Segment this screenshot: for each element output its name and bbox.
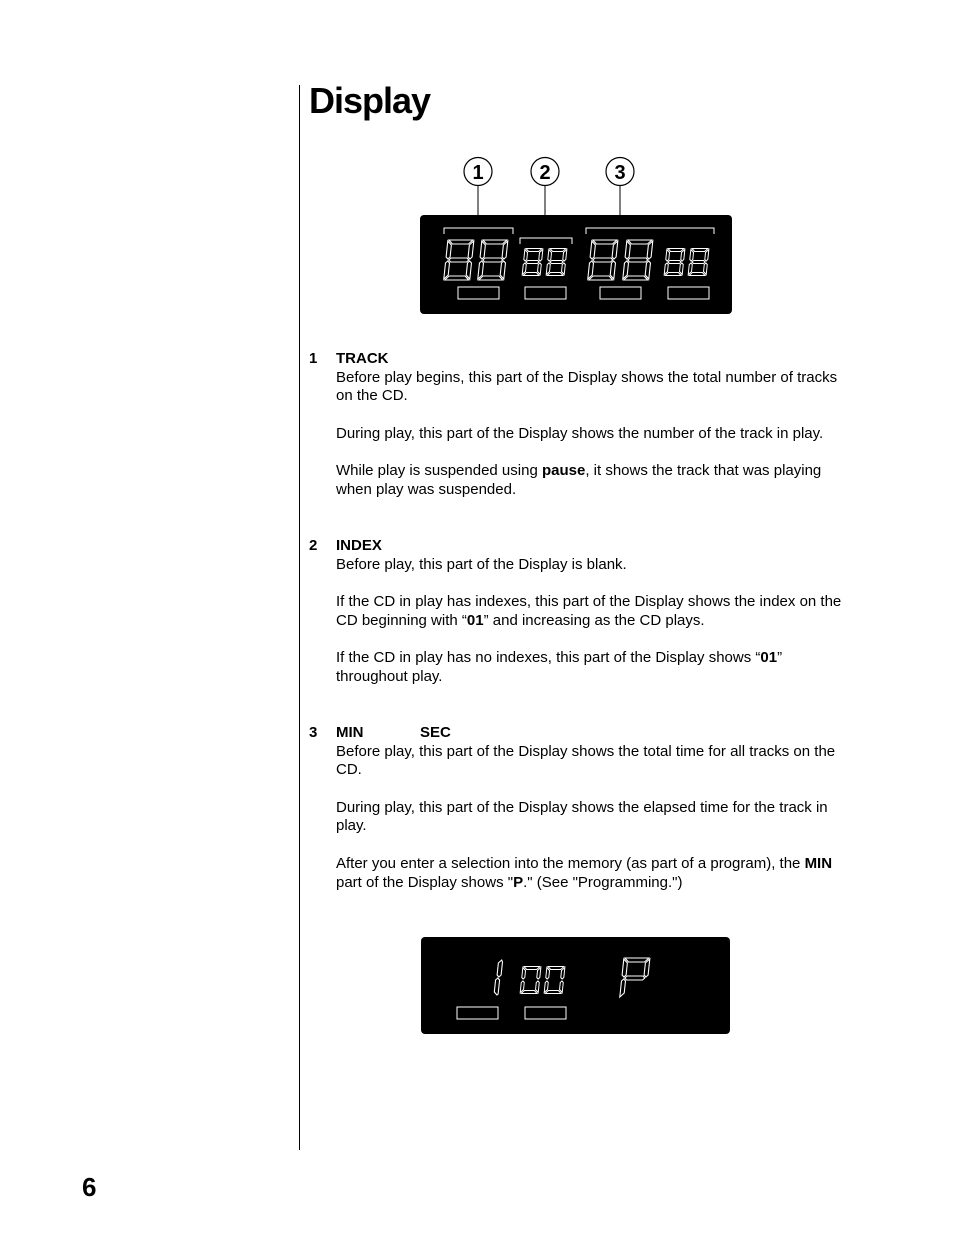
section-index <box>309 537 849 687</box>
callout-3 <box>606 158 634 186</box>
paragraph: While play is suspended using pause, it shows the track that was playing when play was suspended. <box>336 462 822 498</box>
paragraph: If the CD in play has indexes, this part of the Display shows the index on the CD beginning with “01” and increasing as the CD plays. <box>336 593 842 629</box>
callout-3-label: 3 <box>614 162 626 184</box>
callout-2 <box>531 158 559 186</box>
callout-1-label: 1 <box>472 162 484 184</box>
paragraph: During play, this part of the Display shows the elapsed time for the track in play. <box>336 798 828 835</box>
section-heading-min: MIN <box>336 724 364 741</box>
page-number: 6 <box>82 1172 97 1202</box>
vertical-rule <box>299 85 300 1150</box>
paragraph: After you enter a selection into the memory (as part of a program), the MIN part of the Display shows "P." (See "Programming.") <box>336 854 833 891</box>
section-heading: TRACK <box>336 350 389 367</box>
section-heading-sec: SEC <box>420 724 451 741</box>
paragraph: Before play, this part of the Display shows the total time for all tracks on the CD. <box>336 742 836 779</box>
section-number: 1 <box>309 350 318 367</box>
callout-2-label: 2 <box>539 162 551 184</box>
pause-keyword: pause <box>541 462 586 480</box>
section-number: 3 <box>309 724 318 741</box>
paragraph: Before play, this part of the Display is blank. <box>336 555 627 573</box>
paragraph: During play, this part of the Display shows the number of the track in play. <box>336 424 824 442</box>
section-min-sec <box>309 724 849 892</box>
page-title: Display <box>309 80 431 121</box>
section-number: 2 <box>309 537 318 554</box>
program-display-diagram <box>420 936 732 1036</box>
callout-1 <box>464 158 492 186</box>
section-track <box>309 350 849 500</box>
paragraph: Before play begins, this part of the Display shows the total number of tracks on the CD. <box>336 368 838 405</box>
paragraph: If the CD in play has no indexes, this part of the Display shows “01” throughout play. <box>336 649 783 685</box>
display-diagram <box>410 150 740 320</box>
section-heading: INDEX <box>336 537 382 554</box>
